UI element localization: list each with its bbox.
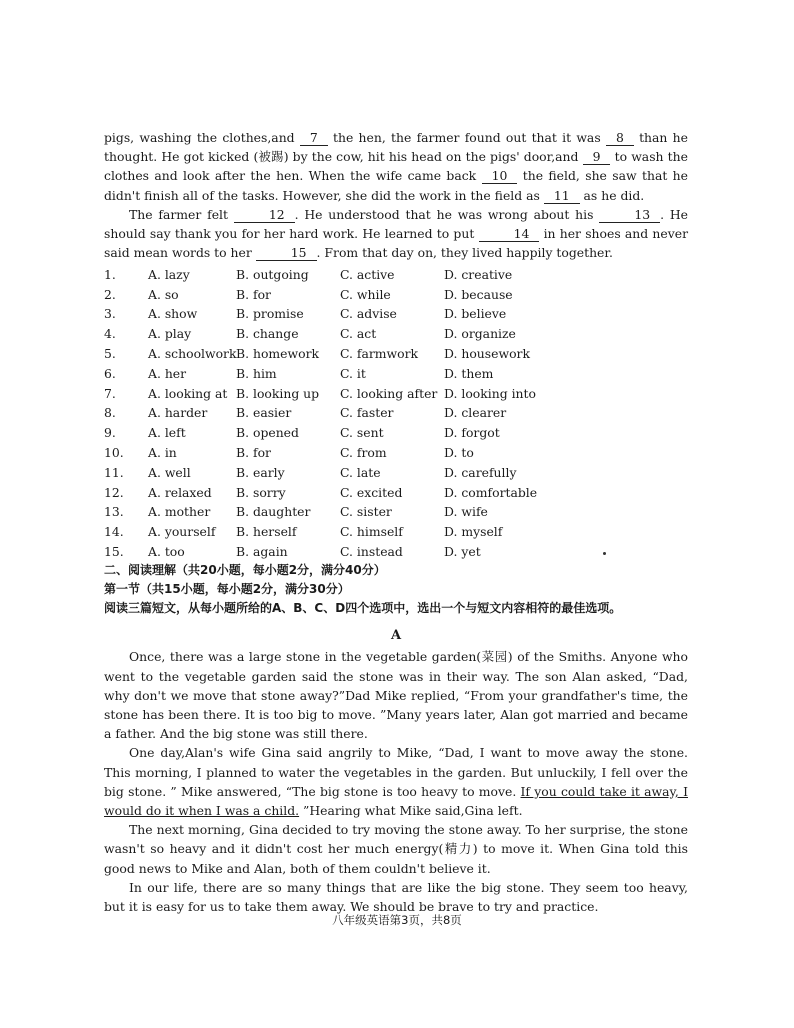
blank-8: 8 — [606, 130, 634, 146]
reading-paragraph-1: Once, there was a large stone in the vegetable garden(菜园) of the Smiths. Anyone who went to the vegetable garden said the stone was in their way. The son Alan asked, “Dad, why don't we move that stone away?”Dad Mike replied, “From your grandfather's time, the stone has been there. It is too big to move. ”Many years later, Alan got married and became a father. And the big stone was still there. — [104, 649, 688, 742]
option-b: B. again — [236, 543, 288, 559]
option-a: A. too — [148, 543, 185, 559]
option-d: D. myself — [444, 524, 503, 540]
question-number: 15. — [104, 543, 124, 559]
option-d: D. looking into — [444, 385, 536, 401]
question-number: 7. — [104, 385, 116, 401]
passage-text: ”Hearing what Mike said,Gina left. — [303, 803, 523, 818]
option-row — [104, 363, 688, 383]
option-c: C. sister — [340, 504, 392, 520]
passage-text: The farmer felt — [129, 206, 228, 222]
option-c: C. it — [340, 365, 366, 381]
option-a: A. play — [148, 326, 192, 342]
passage-heading: A — [390, 628, 402, 644]
option-c: C. late — [340, 464, 381, 480]
option-c: C. looking after — [340, 385, 438, 401]
option-d: D. believe — [444, 306, 507, 322]
question-number: 6. — [104, 365, 116, 381]
reading-paragraph-4: In our life, there are so many things that are like the big stone. They seem too heavy, but it is easy for us to take them away. We should be brave to try and practice. — [104, 879, 688, 915]
question-number: 9. — [104, 425, 116, 441]
option-b: B. for — [236, 444, 271, 460]
option-d: D. them — [444, 365, 494, 381]
option-d: D. because — [444, 286, 513, 302]
option-d: D. creative — [444, 266, 513, 282]
option-a: A. mother — [148, 504, 211, 520]
option-c: C. while — [340, 286, 391, 302]
option-row — [104, 502, 688, 522]
option-row — [104, 284, 688, 304]
option-c: C. himself — [340, 524, 403, 540]
question-number: 13. — [104, 504, 124, 520]
passage-text: than he thought. He got kicked (被踢) by the cow, hit his head on the pigs' door,and — [104, 130, 688, 165]
option-b: B. sorry — [236, 484, 286, 500]
option-a: A. left — [148, 425, 186, 441]
page-footer: 八年级英语第3页，共8页 — [332, 913, 462, 927]
section-subtitle: 第一节（共15小题，每小题2分，满分30分） — [104, 582, 350, 597]
passage-text: as he did. — [583, 187, 645, 203]
option-a: A. looking at — [148, 385, 228, 401]
option-row — [104, 304, 688, 324]
option-row — [104, 443, 688, 463]
option-row — [104, 264, 688, 284]
option-c: C. from — [340, 444, 387, 460]
passage-text: . He understood that he was wrong about his — [294, 206, 594, 222]
option-b: B. easier — [236, 405, 292, 421]
passage-text: One day,Alan's wife Gina said angrily to Mike, “Dad, I want to move away the stone. This morning, I planned to water the vegetables in the garden. But unluckily, I fell over the big stone. ” Mike answered, “The big stone is too heavy to move. — [104, 745, 688, 799]
option-b: B. change — [236, 326, 299, 342]
option-a: A. relaxed — [148, 484, 212, 500]
passage-text: . From that day on, they lived happily together. — [316, 245, 613, 261]
reading-paragraph-3: The next morning, Gina decided to try moving the stone away. To her surprise, the stone wasn't so heavy and it didn't cost her much energy(精力) to move it. When Gina told this good news to Mike and Alan, both of them couldn't believe it. — [104, 822, 688, 876]
option-b: B. promise — [236, 306, 304, 322]
option-b: B. outgoing — [236, 266, 309, 282]
option-d: D. to — [444, 444, 474, 460]
option-row — [104, 542, 688, 562]
option-a: A. lazy — [148, 266, 190, 282]
section-title: 二、阅读理解（共20小题，每小题2分，满分40分） — [104, 563, 386, 578]
passage-text: the hen, the farmer found out that it was — [333, 130, 601, 145]
option-d: D. carefully — [444, 464, 517, 480]
question-number: 4. — [104, 326, 116, 342]
option-c: C. instead — [340, 543, 403, 559]
exam-page — [104, 128, 688, 916]
option-row — [104, 462, 688, 482]
option-d: D. housework — [444, 346, 530, 361]
question-number: 8. — [104, 405, 116, 421]
underlined-sentence: If you could take it away, I would do it when I was a child. — [104, 783, 688, 818]
option-a: A. well — [148, 464, 191, 480]
option-b: B. herself — [236, 524, 297, 540]
option-row — [104, 383, 688, 403]
option-b: B. opened — [236, 425, 299, 441]
question-number: 12. — [104, 484, 124, 500]
option-row — [104, 482, 688, 502]
option-c: C. farmwork — [340, 346, 419, 361]
option-c: C. faster — [340, 405, 394, 421]
option-a: A. harder — [148, 405, 208, 421]
option-a: A. her — [148, 365, 187, 381]
question-number: 5. — [104, 346, 116, 361]
option-a: A. so — [148, 286, 179, 302]
cloze-passage-paragraph-1 — [104, 128, 688, 205]
option-b: B. daughter — [236, 504, 311, 520]
option-b: B. homework — [236, 346, 320, 361]
question-number: 10. — [104, 444, 124, 460]
question-number: 2. — [104, 286, 116, 302]
blank-7: 7 — [300, 130, 328, 146]
blank-12: 12 — [234, 207, 295, 223]
option-d: D. clearer — [444, 405, 507, 421]
option-row — [104, 522, 688, 542]
option-b: B. looking up — [236, 385, 320, 401]
option-c: C. active — [340, 266, 395, 282]
blank-10: 10 — [482, 168, 518, 184]
scan-speck — [603, 552, 606, 555]
passage-text: to wash the clothes and look after the hen. When the wife came back — [104, 149, 688, 184]
option-b: B. him — [236, 365, 277, 381]
option-a: A. schoolwork — [148, 346, 237, 361]
options-table — [104, 264, 688, 561]
passage-text: . He should say thank you for her hard work. He learned to put — [104, 206, 689, 242]
option-row — [104, 324, 688, 344]
blank-15: 15 — [256, 245, 317, 261]
reading-paragraph-2 — [104, 743, 688, 820]
blank-14: 14 — [479, 226, 540, 242]
option-c: C. act — [340, 326, 377, 342]
option-a: A. in — [148, 444, 177, 460]
question-number: 14. — [104, 524, 124, 540]
option-c: C. excited — [340, 484, 403, 500]
option-c: C. advise — [340, 306, 397, 322]
passage-text: the field, she saw that he didn't finish all of the tasks. However, she did the work in the field as — [104, 168, 688, 203]
section-instruction: 阅读三篇短文，从每小题所给的A、B、C、D四个选项中，选出一个与短文内容相符的最佳选项。 — [104, 601, 622, 616]
question-number: 11. — [104, 464, 124, 480]
option-a: A. yourself — [148, 524, 216, 540]
question-number: 1. — [104, 266, 116, 282]
blank-9: 9 — [583, 149, 611, 165]
blank-13: 13 — [599, 207, 660, 223]
option-c: C. sent — [340, 425, 384, 441]
option-row — [104, 344, 688, 364]
cloze-passage-paragraph-2 — [104, 205, 688, 263]
blank-11: 11 — [544, 188, 580, 204]
option-b: B. for — [236, 286, 271, 302]
option-d: D. organize — [444, 326, 516, 342]
option-b: B. early — [236, 464, 285, 480]
option-row — [104, 403, 688, 423]
passage-text: in her shoes and never said mean words to her — [104, 226, 689, 261]
question-number: 3. — [104, 306, 116, 322]
option-row — [104, 423, 688, 443]
option-d: D. yet — [444, 543, 481, 559]
passage-text: pigs, washing the clothes,and — [104, 130, 295, 145]
option-a: A. show — [148, 306, 198, 322]
option-d: D. wife — [444, 504, 488, 520]
option-d: D. forgot — [444, 425, 500, 441]
option-d: D. comfortable — [444, 484, 538, 500]
